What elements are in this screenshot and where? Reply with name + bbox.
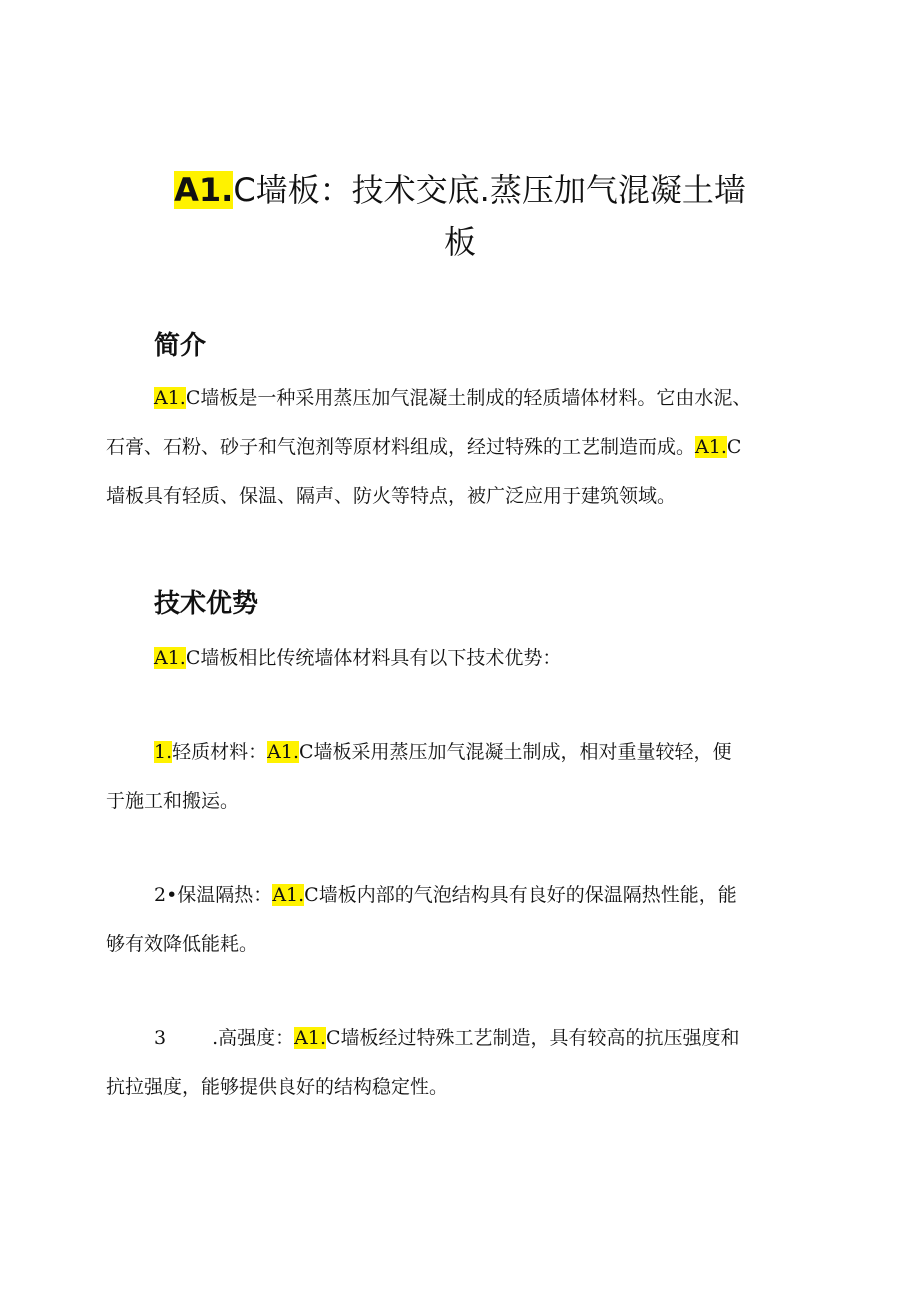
item-3-line-1 <box>106 1014 826 1063</box>
item-number: 2• <box>154 884 178 906</box>
advantage-item-1 <box>106 728 826 826</box>
advantage-item-3 <box>106 1014 826 1112</box>
intro-paragraph <box>106 374 826 521</box>
lead-text: C墙板相比传统墙体材料具有以下技术优势： <box>185 647 562 669</box>
item-1-line-1 <box>106 728 826 777</box>
item-text: C墙板采用蒸压加气混凝土制成，相对重量较轻，便 <box>299 741 732 763</box>
highlight-a1: A1. <box>154 647 186 669</box>
title-highlight: A1. <box>174 171 234 209</box>
intro-line-1 <box>106 374 826 423</box>
intro-text-2: 石膏、石粉、砂子和气泡剂等原材料组成，经过特殊的工艺制造而成。 <box>106 436 696 458</box>
intro-line-3: 墙板具有轻质、保温、隔声、防火等特点，被广泛应用于建筑领域。 <box>106 485 677 507</box>
item-number: 1. <box>154 741 173 763</box>
highlight-a1: A1. <box>154 387 186 409</box>
item-label: 保温隔热： <box>177 884 273 906</box>
item-number: 3 <box>154 1027 167 1049</box>
item-1-line-2: 于施工和搬运。 <box>106 790 240 812</box>
intro-heading: 简介 <box>154 331 207 361</box>
advantage-item-2 <box>106 871 826 969</box>
title-line-2: 板 <box>443 223 476 261</box>
item-text: C墙板经过特殊工艺制造，具有较高的抗压强度和 <box>326 1027 740 1049</box>
advantages-lead <box>106 634 826 683</box>
highlight-a1: A1. <box>294 1027 326 1049</box>
title-line-1 <box>150 164 770 216</box>
item-label: .高强度： <box>212 1027 295 1049</box>
highlight-a1: A1. <box>272 884 305 906</box>
intro-line-2 <box>106 423 826 472</box>
item-label: 轻质材料： <box>172 741 268 763</box>
item-2-line-2: 够有效降低能耗。 <box>106 933 259 955</box>
item-2-line-1 <box>106 871 826 920</box>
title-text: C墙板：技术交底.蒸压加气混凝土墙 <box>233 171 746 209</box>
document-title <box>150 164 770 268</box>
item-3-line-2: 抗拉强度，能够提供良好的结构稳定性。 <box>106 1076 449 1098</box>
item-text: C墙板内部的气泡结构具有良好的保温隔热性能，能 <box>304 884 737 906</box>
advantages-heading: 技术优势 <box>154 589 259 619</box>
intro-text-2-tail: C <box>726 436 742 458</box>
lead-line <box>106 634 826 683</box>
intro-text-1: C墙板是一种采用蒸压加气混凝土制成的轻质墙体材料。它由水泥、 <box>185 387 752 409</box>
highlight-a1: A1. <box>695 436 727 458</box>
highlight-a1: A1. <box>267 741 300 763</box>
